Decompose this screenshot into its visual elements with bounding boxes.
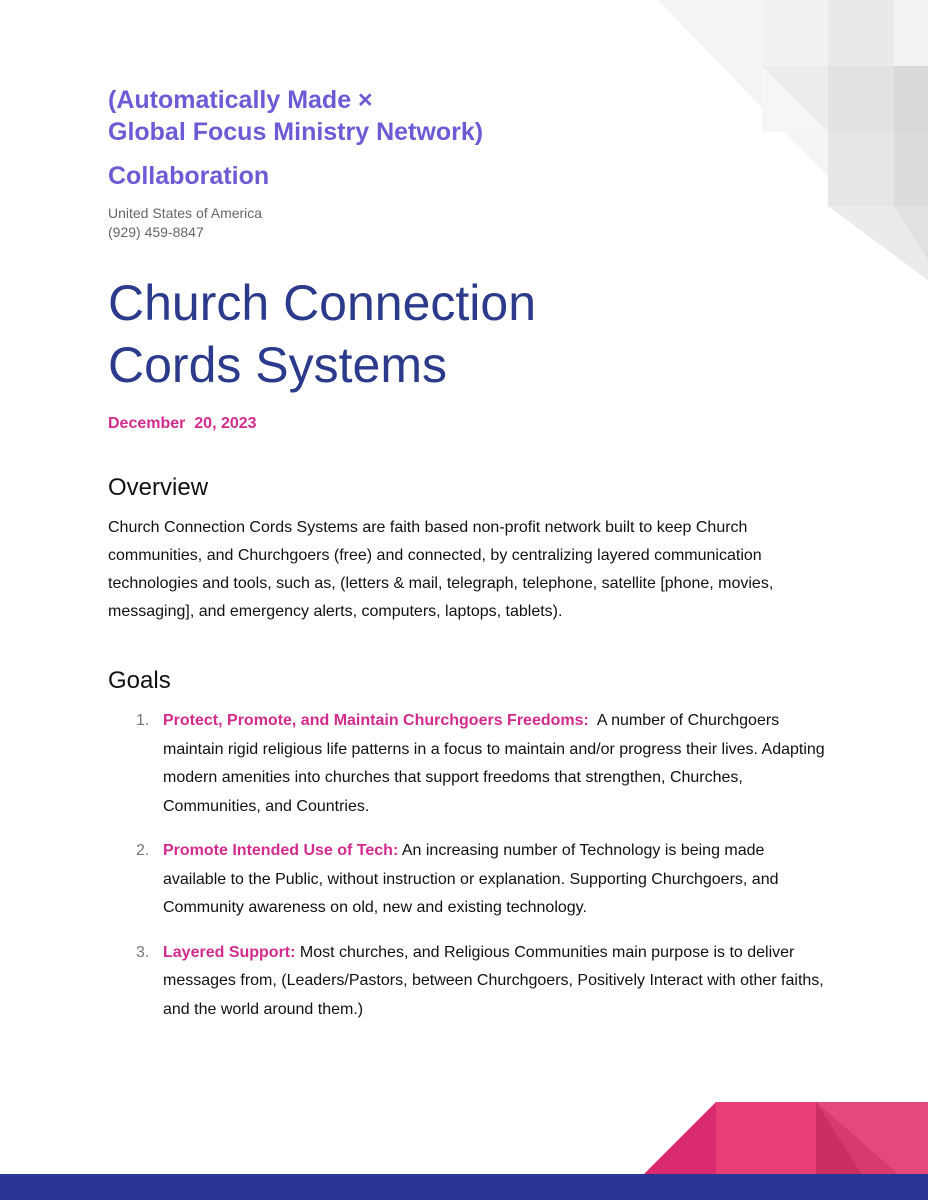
goal-number: 3.: [136, 943, 150, 961]
document-title: [108, 272, 828, 396]
goals-heading: Goals: [108, 667, 171, 694]
country-text: United States of America: [108, 205, 263, 221]
document-date: December 20, 2023: [108, 415, 257, 432]
goal-label: Promote Intended Use of Tech:: [163, 842, 399, 859]
document-title-line-2: Cords Systems: [108, 337, 447, 393]
overview-heading: Overview: [108, 474, 209, 501]
overview-paragraph: Church Connection Cords Systems are faith based non-profit network built to keep Church communities, and Churchgoers (free) and connected, by centralizing layered communication technologies and tools, such as, (letters & mail, telegraph, telephone, satellite [phone, movies, messaging], and emergency alerts, computers, laptops, tablets).: [108, 519, 774, 620]
goal-item: [108, 707, 828, 821]
goal-item: [108, 837, 828, 923]
goal-text: [163, 939, 828, 1025]
goal-label: Protect, Promote, and Maintain Churchgoers Freedoms:: [163, 712, 589, 729]
goal-description: Most churches, and Religious Communities main purpose is to deliver messages from, (Leaders/Pastors, between Churchgoers, Positively Interact with other faiths, and the world around them.): [163, 943, 829, 1018]
goal-description: An increasing number of Technology is being made available to the Public, without instruction or explanation. Supporting Churchgoers, and Community awareness on old, new and existing technology.: [163, 842, 783, 916]
document-title-line-1: Church Connection: [108, 275, 537, 331]
contact-info: [108, 204, 828, 242]
goal-text: [163, 707, 828, 821]
phone-number: (929) 459-8847: [108, 224, 204, 240]
goal-label: Layered Support:: [163, 943, 296, 961]
organization-name-line-2: Global Focus Ministry Network): [108, 118, 484, 146]
goals-list: [108, 707, 828, 1024]
goal-item: [108, 939, 828, 1025]
bottom-color-bar: [0, 1174, 928, 1200]
collaboration-label: Collaboration: [108, 162, 270, 190]
goal-description: A number of Churchgoers maintain rigid religious life patterns in a focus to maintain and/or progress their lives. Adapting modern amenities into churches that support freedoms that strengthen, Churches, Communities, and Countries.: [163, 712, 830, 815]
organization-name-line-1: (Automatically Made ×: [108, 86, 373, 114]
organization-name: [108, 84, 828, 148]
document-content: [108, 84, 828, 1040]
goal-text: [163, 837, 828, 923]
goal-number: 2.: [136, 842, 150, 859]
goal-number: 1.: [136, 712, 150, 729]
